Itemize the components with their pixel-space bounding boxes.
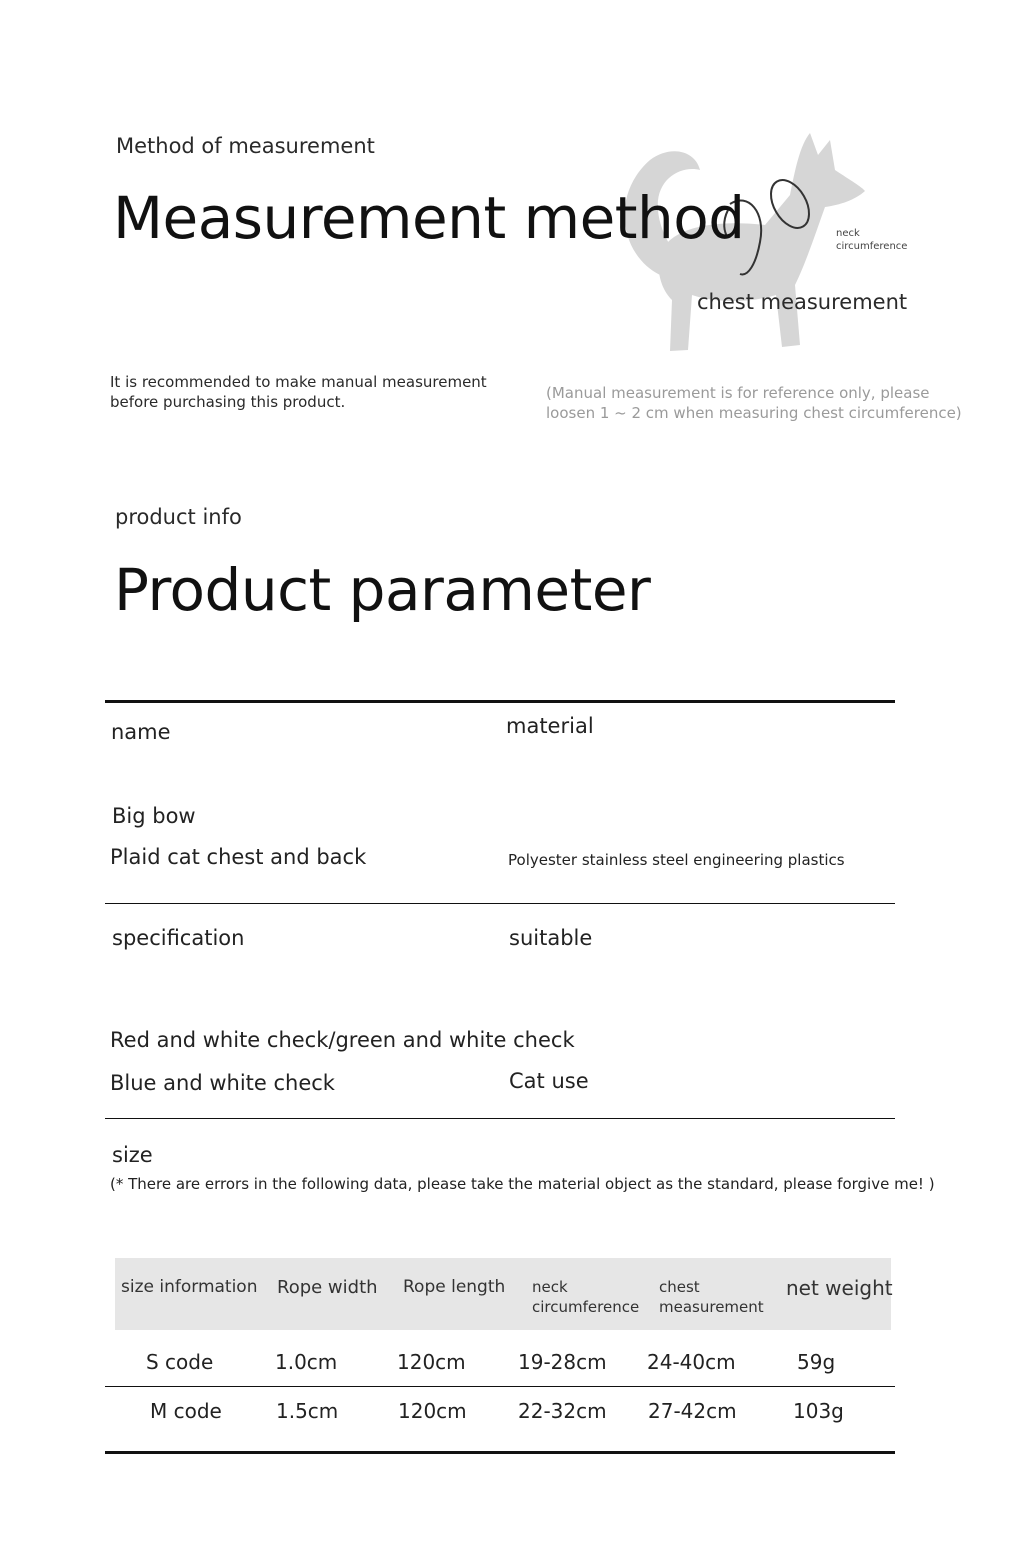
table-cell-s-rope-length: 120cm xyxy=(397,1350,466,1374)
table-cell-m-weight: 103g xyxy=(793,1399,844,1423)
header-size-information: size information xyxy=(121,1277,258,1297)
header-net-weight: net weight xyxy=(786,1276,893,1300)
table-cell-s-weight: 59g xyxy=(797,1350,836,1374)
material-value: Polyester stainless steel engineering plastics xyxy=(508,851,845,869)
header-rope-width: Rope width xyxy=(277,1277,378,1298)
product-subtitle: product info xyxy=(115,505,242,529)
table-cell-m-neck: 22-32cm xyxy=(518,1399,607,1423)
bottom-rule xyxy=(105,1451,895,1454)
table-cell-s-neck: 19-28cm xyxy=(518,1350,607,1374)
spec-value-line2: Blue and white check xyxy=(110,1071,335,1095)
top-rule xyxy=(105,700,895,703)
chest-label: chest measurement xyxy=(697,290,908,314)
table-cell-s-rope-width: 1.0cm xyxy=(275,1350,338,1374)
neck-label: neck circumference xyxy=(836,228,908,252)
spec-value-line1: Red and white check/green and white check xyxy=(110,1028,575,1052)
table-cell-s-chest: 24-40cm xyxy=(647,1350,736,1374)
table-cell-m-rope-length: 120cm xyxy=(398,1399,467,1423)
measurement-advice: It is recommended to make manual measurement before purchasing this product. xyxy=(110,373,487,411)
table-cell-m-rope-width: 1.5cm xyxy=(276,1399,339,1423)
table-row-divider xyxy=(105,1386,895,1387)
header-chest-measurement: chest measurement xyxy=(659,1278,764,1316)
product-title: Product parameter xyxy=(114,556,651,624)
size-note: (* There are errors in the following data, please take the material object as the standard, please forgive me! ) xyxy=(110,1175,935,1193)
specification-label: specification xyxy=(112,926,245,950)
name-value-line1: Big bow xyxy=(112,804,196,828)
table-cell-m-size: M code xyxy=(150,1399,222,1423)
rule-1 xyxy=(105,903,895,904)
measurement-note: (Manual measurement is for reference only, please loosen 1 ~ 2 cm when measuring chest circumference) xyxy=(546,384,962,422)
measurement-subtitle: Method of measurement xyxy=(116,134,375,158)
material-label: material xyxy=(506,714,594,738)
table-cell-m-chest: 27-42cm xyxy=(648,1399,737,1423)
header-rope-length: Rope length xyxy=(403,1277,506,1297)
header-neck-circumference: neck circumference xyxy=(532,1278,640,1316)
suitable-value: Cat use xyxy=(509,1069,589,1093)
name-value-line2: Plaid cat chest and back xyxy=(110,845,367,869)
name-label: name xyxy=(111,720,171,744)
rule-2 xyxy=(105,1118,895,1119)
table-cell-s-size: S code xyxy=(146,1350,214,1374)
neck-loop-icon xyxy=(760,170,830,240)
size-label: size xyxy=(112,1143,153,1167)
suitable-label: suitable xyxy=(509,926,593,950)
measurement-title: Measurement method xyxy=(113,184,745,252)
